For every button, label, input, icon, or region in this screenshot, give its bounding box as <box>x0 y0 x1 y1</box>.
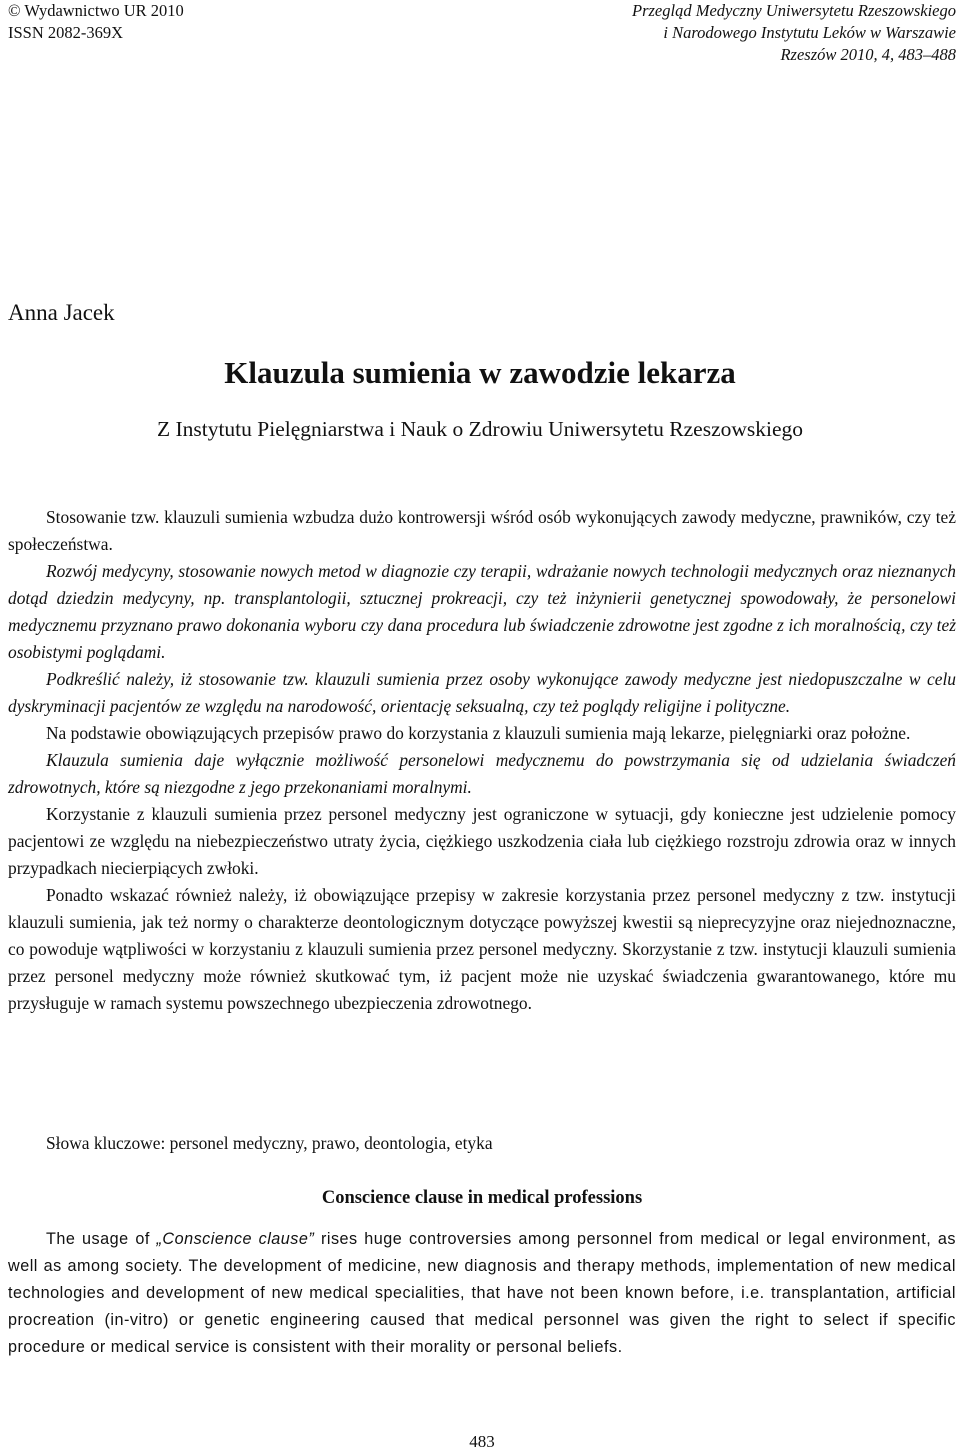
page-number: 483 <box>469 1432 495 1451</box>
abstract-paragraph: Podkreślić należy, iż stosowanie tzw. klauzuli sumienia przez osoby wykonujące zawody medyczne jest niedopuszczalne w celu dyskryminacji pacjentów ze względu na narodowość, orientację seksualną, czy też poglądy religijne i polityczne. <box>8 669 956 716</box>
journal-name: Przegląd Medyczny Uniwersytetu Rzeszowskiego <box>632 1 956 20</box>
author-name: Anna Jacek <box>8 300 115 325</box>
abstract-paragraph: Ponadto wskazać również należy, iż obowiązujące przepisy w zakresie korzystania przez personel medyczny z tzw. instytucji klauzuli sumienia, jak też normy o charakterze deontologicznym dotyczące powyższej kwestii są nieprecyzyjne oraz niejednoznaczne, co powoduje wątpliwości w korzystaniu z klauzuli sumienia przez personel medyczny. Skorzystanie z tzw. instytucji klauzuli sumienia przez personel medyczny może również skutkować tym, iż pacjent może nie uzyskać świadczenia gwarantowanego, które mu przysługuje w ramach systemu powszechnego ubezpieczenia zdrowotnego. <box>8 885 956 1013</box>
journal-info <box>632 0 956 66</box>
journal-issue: Rzeszów 2010, 4, 483–488 <box>780 45 956 64</box>
publisher-copyright: © Wydawnictwo UR 2010 <box>8 1 184 20</box>
abstract-paragraph: Rozwój medycyny, stosowanie nowych metod w diagnozie czy terapii, wdrażanie nowych technologii medycznych oraz nieznanych dotąd dziedzin medycyny, np. transplantologii, sztucznej prokreacji, czy też inżynierii genetycznej spowodowały, że personelowi medycznemu przyznano prawo dokonania wyboru czy dana procedura lub świadczenie zdrowotne jest zgodne z ich moralnością, czy też osobistymi poglądami. <box>8 561 956 662</box>
abstract-text: The usage of <box>46 1230 157 1248</box>
abstract-polish <box>8 504 956 1017</box>
abstract-paragraph: Stosowanie tzw. klauzuli sumienia wzbudza dużo kontrowersji wśród osób wykonujących zawody medyczne, prawników, czy też społeczeństwa. <box>8 507 956 554</box>
english-title: Conscience clause in medical professions <box>321 1188 643 1208</box>
abstract-quote: „Conscience clause” <box>156 1230 315 1248</box>
abstract-paragraph: Na podstawie obowiązujących przepisów prawo do korzystania z klauzuli sumienia mają lekarze, pielęgniarki oraz położne. <box>46 723 911 743</box>
abstract-paragraph: Korzystanie z klauzuli sumienia przez personel medyczny jest ograniczone w sytuacji, gdy konieczne jest udzielenie pomocy pacjentowi ze względu na niebezpieczeństwo utraty życia, ciężkiego uszkodzenia ciała lub ciężkiego rozstroju zdrowia oraz w innych przypadkach niecierpiących zwłoki. <box>8 804 956 878</box>
issn: ISSN 2082-369X <box>8 23 124 42</box>
publisher-info <box>8 0 184 44</box>
article-title: Klauzula sumienia w zawodzie lekarza <box>224 355 736 390</box>
abstract-text: rises huge controversies among personnel from medical or legal environment, as well as among society. The development of medicine, new diagnosis and therapy methods, implementation of new medical technologies and development of new medical specialities, that have not been known before, i.e. transplantation, artificial procreation (in-vitro) or genetic engineering caused that medical personnel was given the right to select if specific procedure or medical service is consistent with their morality or personal beliefs. <box>8 1230 956 1356</box>
journal-institute: i Narodowego Instytutu Leków w Warszawie <box>663 23 956 42</box>
keywords: Słowa kluczowe: personel medyczny, prawo, deontologia, etyka <box>46 1133 493 1153</box>
abstract-english <box>8 1226 956 1361</box>
abstract-paragraph: Klauzula sumienia daje wyłącznie możliwość personelowi medycznemu do powstrzymania się od udzielania świadczeń zdrowotnych, które są niezgodne z jego przekonaniami moralnymi. <box>8 750 956 797</box>
abstract-paragraph <box>8 1226 956 1361</box>
affiliation: Z Instytutu Pielęgniarstwa i Nauk o Zdrowiu Uniwersytetu Rzeszowskiego <box>156 417 804 441</box>
